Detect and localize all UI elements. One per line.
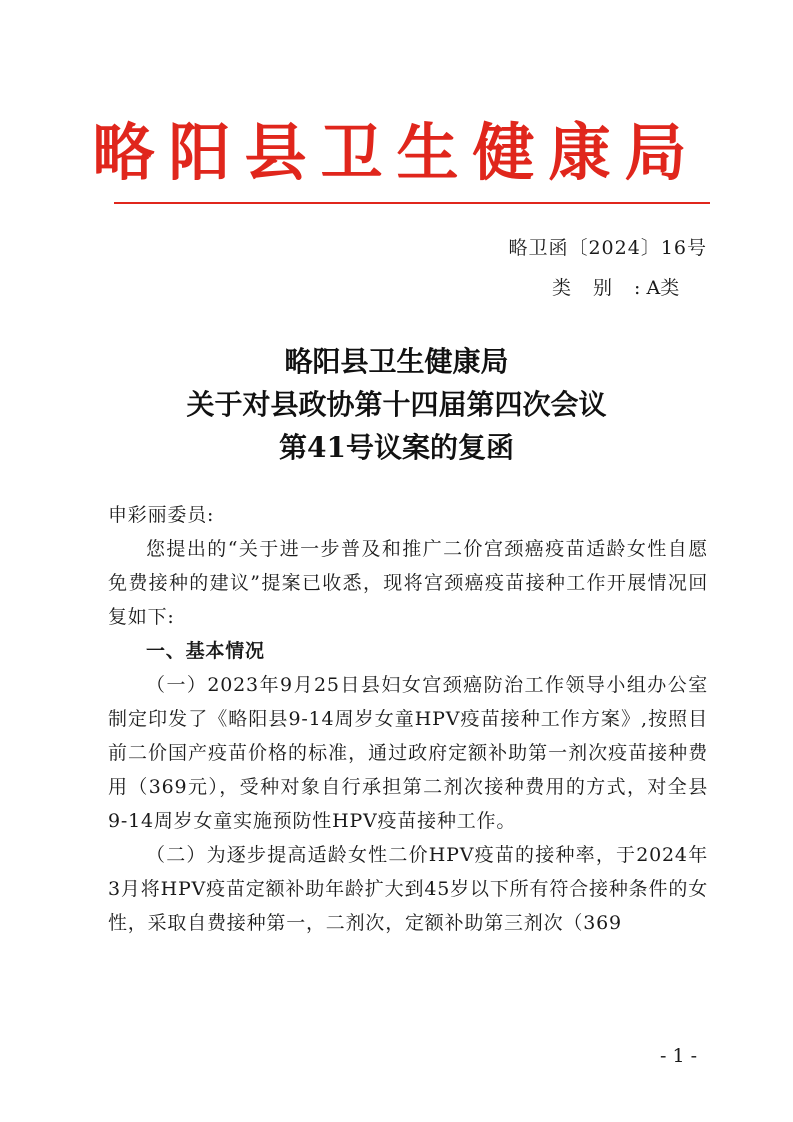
document-category <box>552 274 679 302</box>
paragraph-1: （一）2023年9月25日县妇女宫颈癌防治工作领导小组办公室制定印发了《略阳县9-14周岁女童HPV疫苗接种工作方案》,按照目前二价国产疫苗价格的标准，通过政府定额补助第一剂次疫苗接种费用（369元），受种对象自行承担第二剂次接种费用的方式，对全县9-14周岁女童实施预防性HPV疫苗接种工作。 <box>108 674 708 832</box>
category-colon: : <box>634 277 647 299</box>
category-value: A类 <box>646 277 680 299</box>
section-heading: 一、基本情况 <box>146 640 265 662</box>
paragraph-2: （二）为逐步提高适龄女性二价HPV疫苗的接种率，于2024年3月将HPV疫苗定额补助年龄扩大到45岁以下所有符合接种条件的女性，采取自费接种第一，二剂次，定额补助第三剂次（369 <box>108 844 708 934</box>
title-line-1: 略阳县卫生健康局 <box>284 345 509 378</box>
document-body <box>108 498 708 940</box>
document-title <box>100 340 693 469</box>
document-number: 略卫函〔2024〕16号 <box>508 237 707 259</box>
header-red-rule <box>114 202 710 204</box>
title-line-3: 第41号议案的复函 <box>279 431 514 464</box>
intro-paragraph: 您提出的“关于进一步普及和推广二价宫颈癌疫苗适龄女性自愿免费接种的建议”提案已收悉，现将宫颈癌疫苗接种工作开展情况回复如下: <box>108 538 708 628</box>
category-label: 类别 <box>552 277 635 299</box>
organization-header: 略阳县卫生健康局 <box>92 116 701 189</box>
salutation: 申彩丽委员: <box>108 504 215 526</box>
page-number: - 1 - <box>660 1045 698 1067</box>
title-line-2: 关于对县政协第十四届第四次会议 <box>186 388 607 421</box>
